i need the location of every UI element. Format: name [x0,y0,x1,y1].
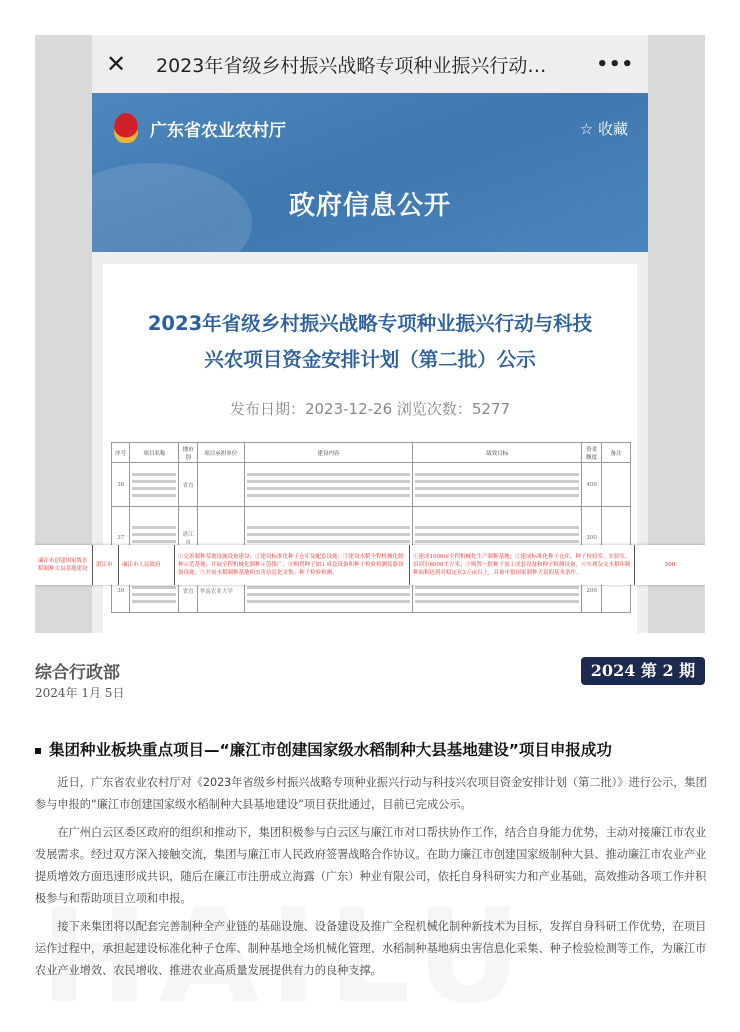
issue-badge: 2024 第 2 期 [581,657,705,685]
paragraph: 接下来集团将以配套完善制种全产业链的基础设施、设备建设及推广全程机械化制种新技术为目标，发挥自身科研工作优势，在项目运作过程中，承担起建设标准化种子仓库、制种基地全场机械化管理、水稻制种基地病虫害信息化采集、种子检验检测等工作，为廉江市农业产业增效、农民增收、推进农业高质量发展提供有力的良种支撑。 [35,920,707,977]
article-heading: 集团种业板块重点项目—“廉江市创建国家级水稻制种大县基地建设”项目申报成功 [35,738,612,760]
issue-date: 2024年 1月 5日 [35,686,125,700]
article-title: 2023年省级乡村振兴战略专项种业振兴行动与科技 兴农项目资金安排计划（第二批）公示 [147,312,593,371]
hl-unit: 廉江市人民政府 [119,545,175,585]
column-header: 备注 [602,443,631,463]
cell-city: 省直 [179,463,197,507]
column-header: 绩效目标 [413,443,582,463]
bullet-icon [35,748,41,754]
cell-name [130,463,179,507]
cell-unit [197,463,244,507]
cell-city: 省直 [179,569,197,613]
cell-funds: 400 [581,463,601,507]
hl-city: 湛江市 [93,545,119,585]
funding-table [111,442,631,613]
paragraph: 近日，广东省农业农村厅对《2023年省级乡村振兴战略专项种业振兴行动与科技兴农项目资金安排计划（第二批）》进行公示，集团参与申报的“廉江市创建国家级水稻制种大县基地建设”项目获批通过，目前已完成公示。 [35,776,707,811]
cell-goal [413,463,582,507]
emblem-icon [114,113,138,143]
column-header: 项目名称 [130,443,179,463]
hl-content: ①完善制种基地设施设备建设；②建设标准化种子仓库及配套设施；③建设水稻全程机械化制种示范基地，并展全程机械化制种示范推广；④购置种子加工成套设备和种子检验检测仪器设备设施；⑤开展水稻制种基地病虫害信息化采集、种子检验检测。 [175,545,410,585]
banner-title: 政府信息公开 [288,191,451,221]
hl-name: 廉江市创建国家级水稻制种大县基地建设 [35,545,93,585]
cell-funds: 200 [581,569,601,613]
table-row [112,463,631,507]
cell-no: 39 [112,569,130,613]
column-header: 资金额度 [581,443,601,463]
browser-title: 2023年省级乡村振兴战略专项种业振兴行动… [156,54,547,77]
paragraph: 在广州白云区委区政府的组织和推动下，集团积极参与白云区与廉江市对口帮扶协作工作，结合自身能力优势，主动对接廉江市农业发展需求。经过双方深入接触交流，集团与廉江市人民政府签署战略合作协议。在助力廉江市创建国家级制种大县、推动廉江市农业产业提质增效方面迅速形成共识，随后在廉江市注册成立海露（广东）种业有限公司，依托自身科研实力和产业基础，高效推动各项工作并积极参与和帮助项目立项和申报。 [35,826,707,905]
department: 综合行政部 [35,663,120,683]
article-meta: 发布日期：2023-12-26 浏览次数：5277 [229,400,511,418]
article-body [35,772,709,988]
cell-note [602,463,631,507]
hl-goal: ①建成1000亩全程机械化生产制种基地；②建成标准化种子仓库、种子检验室、实验室、培训室6000平方米；③购置一批种子加工成套设备和种子检测设备；④实现杂交水稻年制种面积达到并稳定在2万亩以上，具备申报国家制种大县的基本条件。 [410,545,635,585]
column-header: 序号 [112,443,130,463]
cell-unit: 华南农业大学 [197,569,244,613]
site-banner [92,93,648,252]
column-header: 建设内容 [244,443,413,463]
cell-city: 湛江市 [179,507,197,569]
column-header: 地市别 [179,443,197,463]
screenshot [35,35,705,633]
browser-bar [92,35,648,93]
cell-no: 37 [112,507,130,569]
cell-content [244,463,413,507]
favorite-button[interactable]: ☆ 收藏 [579,119,628,138]
hl-funds: 500 [664,562,676,568]
highlighted-row [35,545,705,585]
cell-no: 36 [112,463,130,507]
column-header: 项目承担单位 [197,443,244,463]
more-icon[interactable]: ••• [596,53,634,75]
close-icon[interactable]: ✕ [106,50,127,78]
phone-screen [38,35,676,633]
cell-funds: 300 [581,507,601,569]
org-name: 广东省农业农村厅 [150,120,286,141]
